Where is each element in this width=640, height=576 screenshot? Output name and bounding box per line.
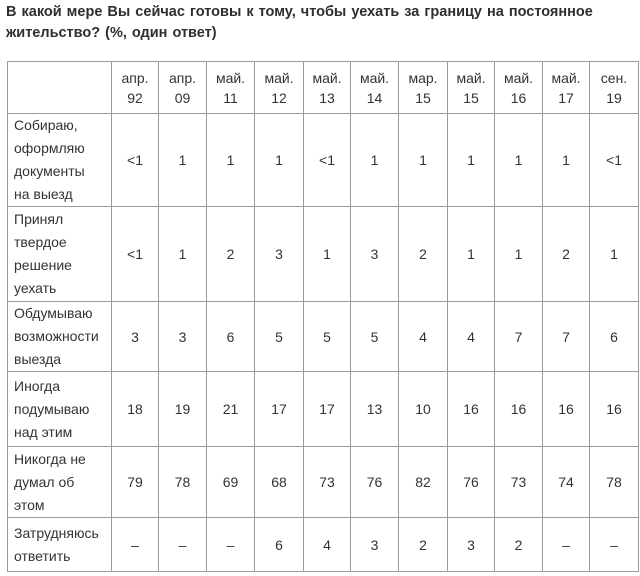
value-cell: 74 bbox=[543, 447, 590, 518]
value-cell: 17 bbox=[255, 372, 304, 447]
column-header: май. 16 bbox=[495, 62, 543, 114]
value-cell: 3 bbox=[448, 518, 495, 572]
column-header: мар. 15 bbox=[399, 62, 448, 114]
value-cell: – bbox=[112, 518, 159, 572]
row-label: Обдумываю возможности выезда bbox=[8, 302, 112, 372]
value-cell: 1 bbox=[448, 114, 495, 207]
column-header: май. 17 bbox=[543, 62, 590, 114]
value-cell: 2 bbox=[207, 207, 255, 302]
table-row bbox=[8, 207, 639, 302]
value-cell: 1 bbox=[255, 114, 304, 207]
column-header: сен. 19 bbox=[590, 62, 639, 114]
value-cell: 3 bbox=[112, 302, 159, 372]
value-cell: 1 bbox=[159, 114, 207, 207]
value-cell: 5 bbox=[351, 302, 399, 372]
column-header: май. 11 bbox=[207, 62, 255, 114]
value-cell: 1 bbox=[159, 207, 207, 302]
corner-cell bbox=[8, 62, 112, 114]
value-cell: 3 bbox=[351, 207, 399, 302]
value-cell: 7 bbox=[543, 302, 590, 372]
row-label: Никогда не думал об этом bbox=[8, 447, 112, 518]
value-cell: 1 bbox=[304, 207, 351, 302]
row-label: Принял твердое решение уехать bbox=[8, 207, 112, 302]
row-label: Собираю, оформляю документы на выезд bbox=[8, 114, 112, 207]
value-cell: <1 bbox=[590, 114, 639, 207]
value-cell: 17 bbox=[304, 372, 351, 447]
table-row bbox=[8, 372, 639, 447]
value-cell: 1 bbox=[207, 114, 255, 207]
value-cell: 1 bbox=[495, 207, 543, 302]
value-cell: – bbox=[543, 518, 590, 572]
value-cell: 79 bbox=[112, 447, 159, 518]
value-cell: 76 bbox=[351, 447, 399, 518]
column-header: май. 14 bbox=[351, 62, 399, 114]
table-row bbox=[8, 114, 639, 207]
value-cell: 1 bbox=[351, 114, 399, 207]
value-cell: 18 bbox=[112, 372, 159, 447]
value-cell: 3 bbox=[351, 518, 399, 572]
value-cell: 6 bbox=[255, 518, 304, 572]
value-cell: <1 bbox=[112, 207, 159, 302]
value-cell: 78 bbox=[590, 447, 639, 518]
row-label: Иногда подумываю над этим bbox=[8, 372, 112, 447]
value-cell: 1 bbox=[448, 207, 495, 302]
value-cell: 5 bbox=[304, 302, 351, 372]
value-cell: <1 bbox=[112, 114, 159, 207]
value-cell: 2 bbox=[495, 518, 543, 572]
value-cell: 4 bbox=[399, 302, 448, 372]
value-cell: 5 bbox=[255, 302, 304, 372]
value-cell: – bbox=[207, 518, 255, 572]
table-row bbox=[8, 447, 639, 518]
value-cell: 1 bbox=[543, 114, 590, 207]
value-cell: 82 bbox=[399, 447, 448, 518]
value-cell: 3 bbox=[159, 302, 207, 372]
value-cell: 2 bbox=[543, 207, 590, 302]
value-cell: 1 bbox=[495, 114, 543, 207]
value-cell: 7 bbox=[495, 302, 543, 372]
value-cell: – bbox=[590, 518, 639, 572]
value-cell: 13 bbox=[351, 372, 399, 447]
value-cell: 16 bbox=[543, 372, 590, 447]
value-cell: 73 bbox=[495, 447, 543, 518]
row-label: Затрудняюсь ответить bbox=[8, 518, 112, 572]
value-cell: 10 bbox=[399, 372, 448, 447]
value-cell: 16 bbox=[590, 372, 639, 447]
page-title: В какой мере Вы сейчас готовы к тому, чтобы уехать за границу на постоянное жительство? (%, один ответ) bbox=[6, 4, 593, 41]
column-header: май. 13 bbox=[304, 62, 351, 114]
header-row bbox=[8, 62, 639, 114]
value-cell: 78 bbox=[159, 447, 207, 518]
value-cell: 1 bbox=[590, 207, 639, 302]
value-cell: 1 bbox=[399, 114, 448, 207]
column-header: апр. 92 bbox=[112, 62, 159, 114]
value-cell: 6 bbox=[590, 302, 639, 372]
value-cell: 73 bbox=[304, 447, 351, 518]
table-row bbox=[8, 302, 639, 372]
column-header: май. 12 bbox=[255, 62, 304, 114]
value-cell: 19 bbox=[159, 372, 207, 447]
value-cell: 21 bbox=[207, 372, 255, 447]
value-cell: 16 bbox=[495, 372, 543, 447]
value-cell: 69 bbox=[207, 447, 255, 518]
value-cell: 4 bbox=[304, 518, 351, 572]
value-cell: 16 bbox=[448, 372, 495, 447]
table-row bbox=[8, 518, 639, 572]
value-cell: <1 bbox=[304, 114, 351, 207]
survey-table bbox=[7, 61, 639, 572]
value-cell: 68 bbox=[255, 447, 304, 518]
value-cell: – bbox=[159, 518, 207, 572]
value-cell: 76 bbox=[448, 447, 495, 518]
column-header: май. 15 bbox=[448, 62, 495, 114]
column-header: апр. 09 bbox=[159, 62, 207, 114]
value-cell: 4 bbox=[448, 302, 495, 372]
value-cell: 6 bbox=[207, 302, 255, 372]
value-cell: 3 bbox=[255, 207, 304, 302]
value-cell: 2 bbox=[399, 518, 448, 572]
value-cell: 2 bbox=[399, 207, 448, 302]
